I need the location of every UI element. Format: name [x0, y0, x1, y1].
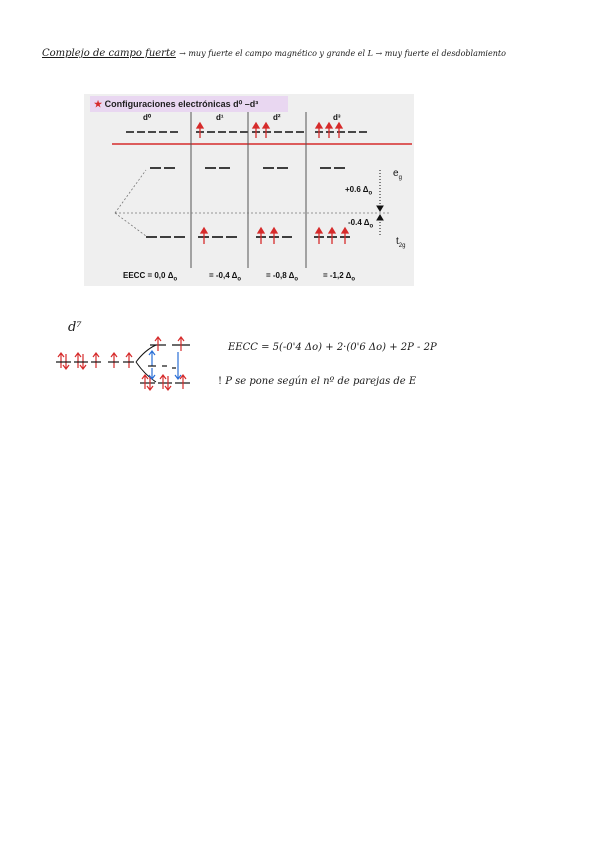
d7-free-ion-electrons [58, 353, 132, 369]
eecc-d2-sub: o [294, 276, 299, 283]
p-note-text: P se pone según el nº de parejas de E [225, 376, 417, 387]
warning-icon: ! [218, 376, 223, 387]
column-label-d3: d³ [333, 113, 341, 122]
eecc-d3-sub: o [351, 276, 356, 283]
eg-label-main: e [393, 168, 399, 179]
minus-delta-text: -0.4 Δ [348, 218, 370, 227]
eecc-d3-value: = -1,2 Δ [323, 271, 352, 280]
column-label-d0: d⁰ [143, 113, 152, 122]
column-label-d2: d² [273, 113, 281, 122]
star-icon: ★ [94, 99, 103, 109]
p-note [218, 376, 416, 387]
figure-title-text: Configuraciones electrónicas d⁰ –d³ [104, 99, 259, 109]
eecc-d0-value: 0,0 Δ [154, 271, 174, 280]
eecc-prefix: EECC = [123, 271, 153, 280]
heading-rest: → muy fuerte el campo magnético y grande el L → muy fuerte el desdoblamiento [179, 49, 506, 58]
eecc-d2-value: = -0,8 Δ [266, 271, 295, 280]
column-label-d1: d¹ [216, 113, 224, 122]
plus-delta-text: +0.6 Δ [345, 185, 369, 194]
eecc-formula: EECC = 5(-0'4 Δo) + 2·(0'6 Δo) + 2P - 2P [228, 342, 437, 353]
eecc-d1-sub: o [237, 276, 242, 283]
t2g-label-main: t [396, 236, 399, 247]
minus-delta-sub: o [369, 223, 374, 230]
t2g-label-sub: 2g [398, 243, 406, 249]
eecc-d0-sub: o [173, 276, 178, 283]
d7-label: d⁷ [68, 320, 82, 335]
eg-label-sub: g [398, 175, 402, 181]
d7-blue-delta [148, 351, 181, 379]
plus-delta-sub: o [368, 190, 373, 197]
eecc-d1-value: = -0,4 Δ [209, 271, 238, 280]
heading-title: Complejo de campo fuerte [42, 48, 176, 59]
d7-eg-electrons [155, 337, 184, 351]
